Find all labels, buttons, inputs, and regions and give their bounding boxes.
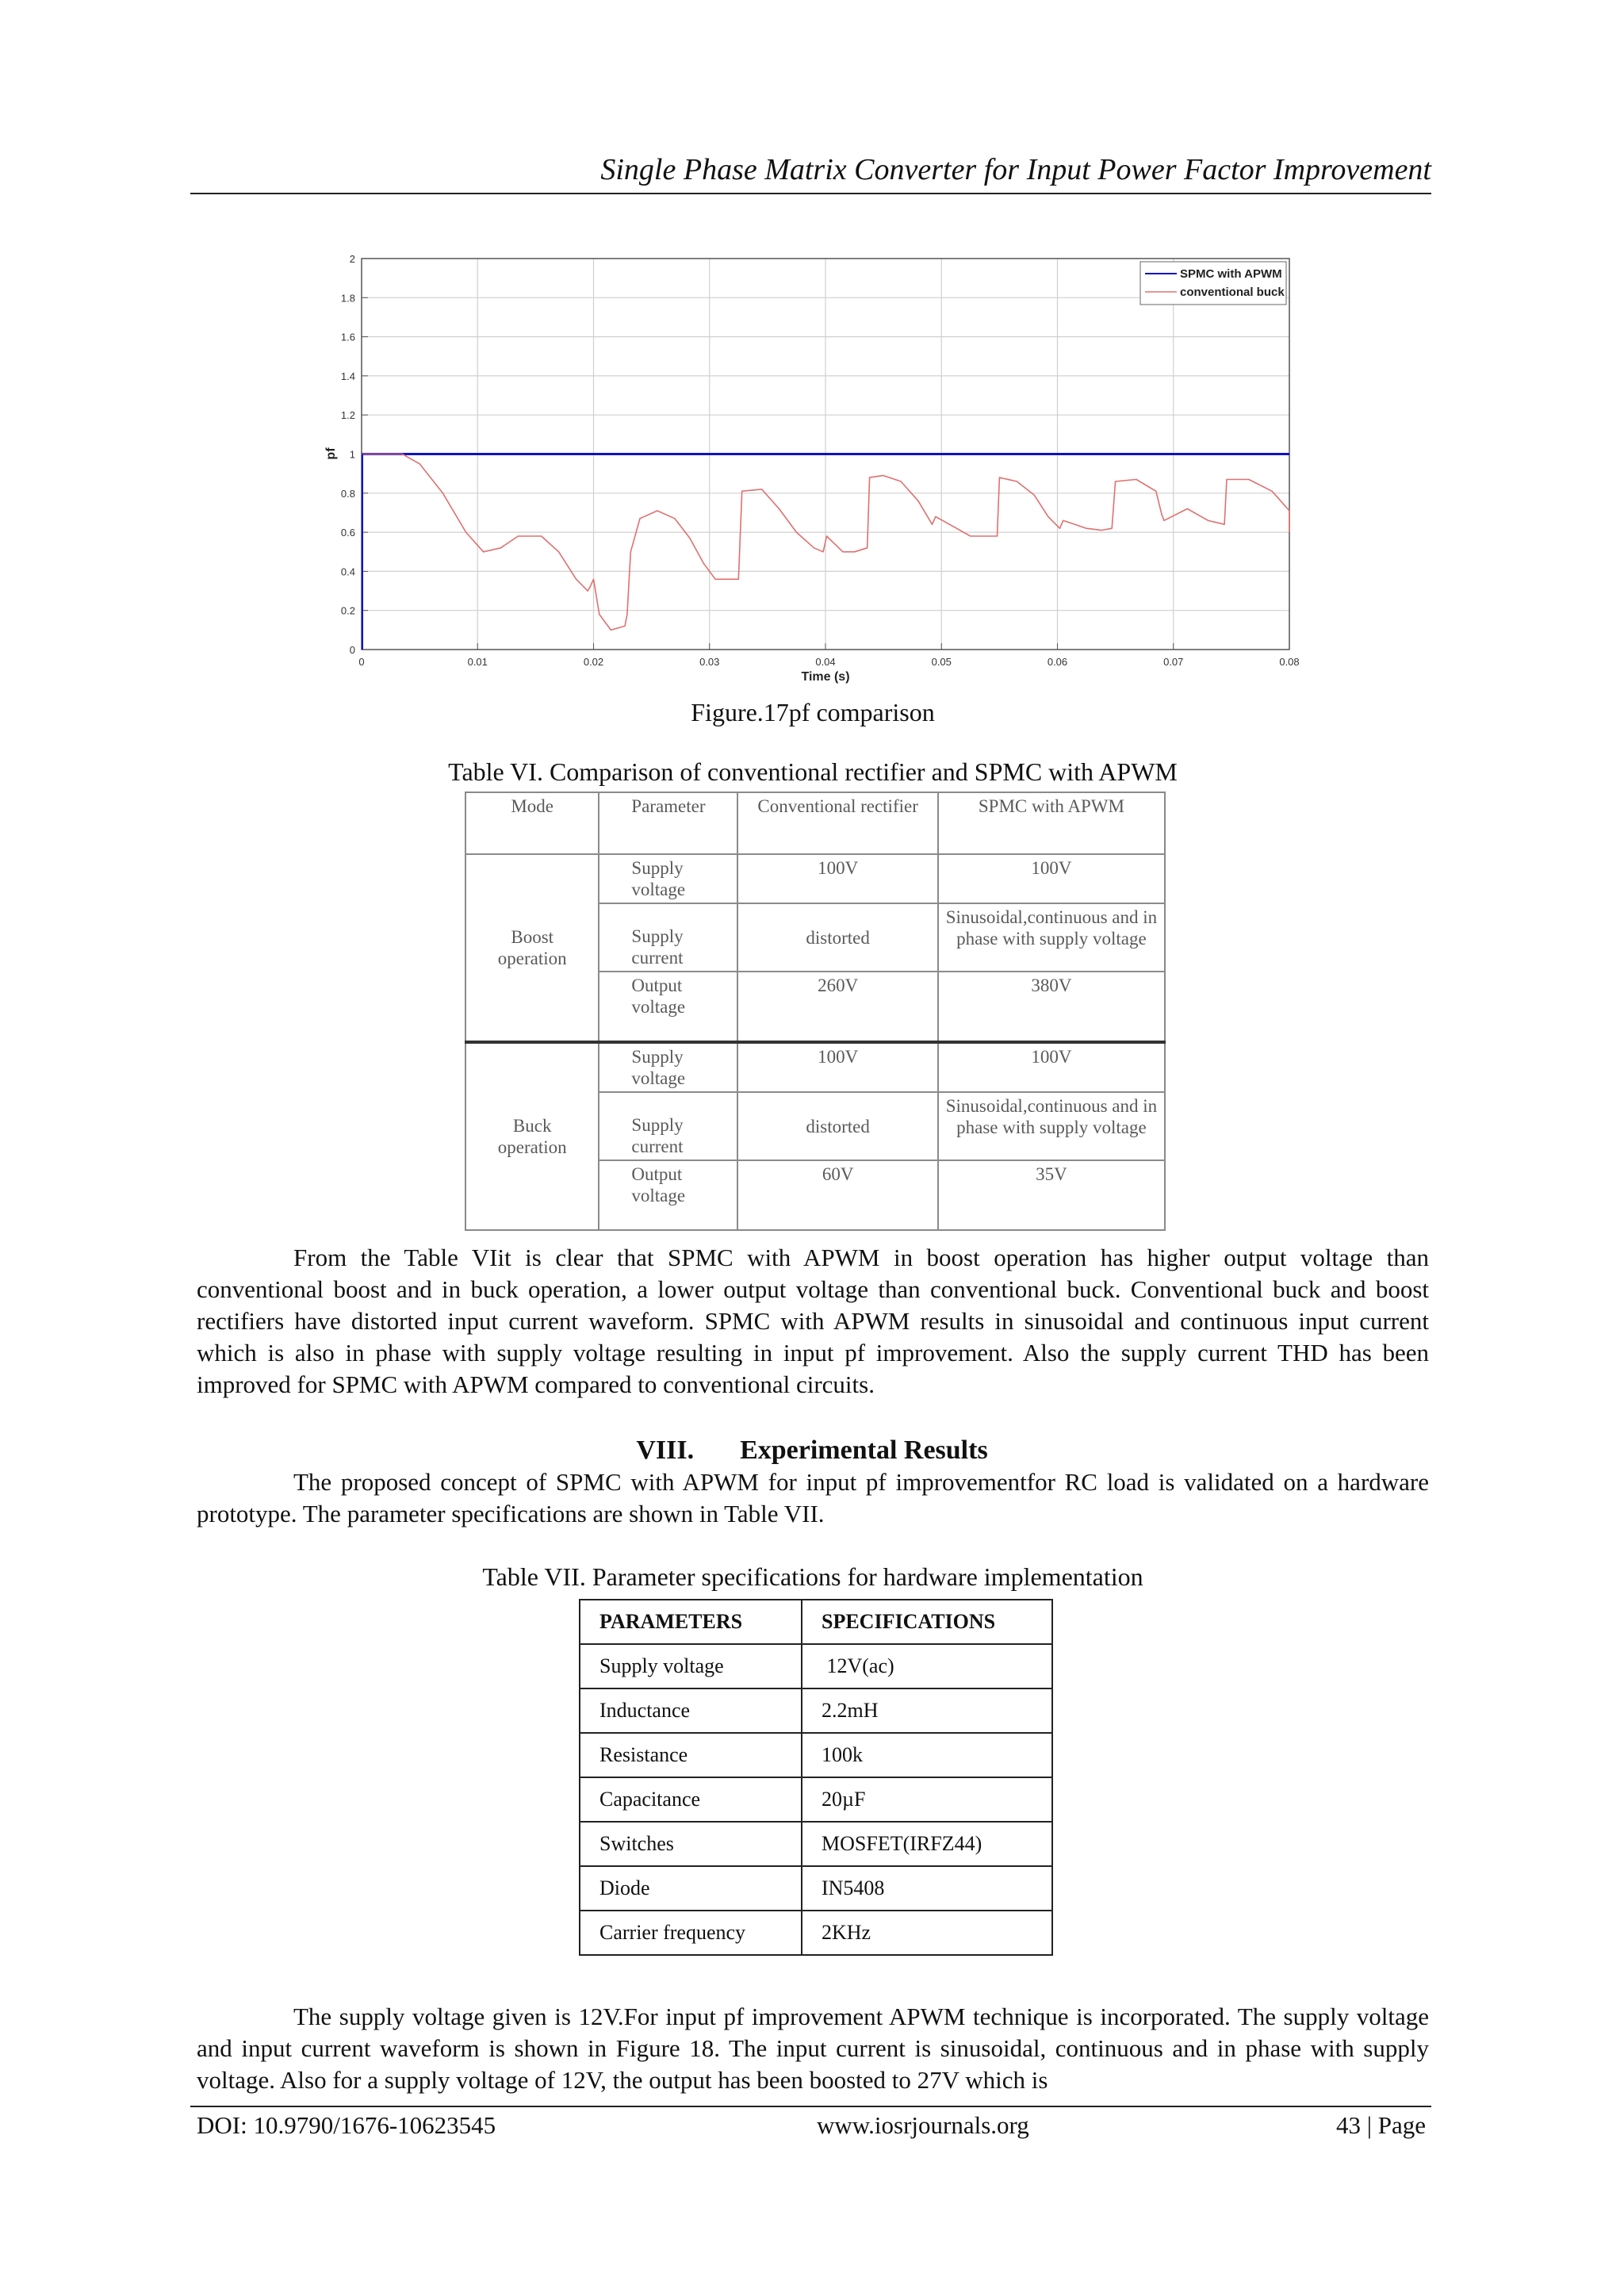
table-header-row bbox=[465, 792, 1165, 854]
paragraph-text: The proposed concept of SPMC with APWM for input pf improvementfor RC load is validated on a hardware prototype. The parameter specifications are shown in Table VII. bbox=[197, 1468, 1429, 1527]
x-tick-label: 0.01 bbox=[467, 656, 488, 668]
y-tick-label: 0.6 bbox=[340, 527, 355, 539]
conv-cell: distorted bbox=[737, 903, 937, 972]
col-parameter: Parameter bbox=[599, 792, 737, 854]
comparison-table bbox=[465, 792, 1166, 1231]
param-cell: Supply current bbox=[599, 1092, 737, 1160]
legend-label-spmc: SPMC with APWM bbox=[1180, 267, 1282, 281]
col-spmc: SPMC with APWM bbox=[938, 792, 1165, 854]
spmc-cell: 380V bbox=[938, 972, 1165, 1042]
param-value: 20µF bbox=[802, 1777, 1052, 1822]
mode-boost: Boost operation bbox=[465, 854, 599, 1042]
table-row bbox=[580, 1688, 1052, 1733]
spmc-cell: 35V bbox=[938, 1160, 1165, 1230]
spmc-cell: 100V bbox=[938, 854, 1165, 903]
figure-17-caption: Figure.17pf comparison bbox=[691, 698, 935, 726]
y-tick-label: 0.8 bbox=[340, 487, 355, 500]
col-parameters: PARAMETERS bbox=[580, 1600, 802, 1644]
x-tick-label: 0.05 bbox=[931, 656, 952, 668]
x-tick-label: 0.04 bbox=[815, 656, 836, 668]
chart-legend bbox=[1140, 262, 1286, 305]
param-name: Diode bbox=[580, 1866, 802, 1911]
x-tick-label: 0 bbox=[358, 656, 365, 668]
section-heading bbox=[0, 1435, 1624, 1466]
y-tick-label: 0.4 bbox=[340, 565, 355, 578]
param-cell: Supply voltage bbox=[599, 854, 737, 903]
param-value: 2.2mH bbox=[802, 1688, 1052, 1733]
pf-comparison-chart bbox=[317, 246, 1316, 690]
conv-cell: 260V bbox=[737, 972, 937, 1042]
y-tick-label: 1.8 bbox=[340, 292, 355, 305]
y-tick-label: 1.6 bbox=[340, 331, 355, 343]
table-6-caption: Table VI. Comparison of conventional rectifier and SPMC with APWM bbox=[448, 757, 1178, 786]
conv-cell: 100V bbox=[737, 854, 937, 903]
section-number: VIII. bbox=[636, 1435, 695, 1465]
paragraph-text: The supply voltage given is 12V.For input pf improvement APWM technique is incorporated. The supply voltage and input current waveform is shown in Figure 18. The input current is sinusoidal, continuous and in phase with supply voltage. Also for a supply voltage of 12V, the output has been boosted to 27V which is bbox=[197, 2003, 1429, 2094]
table-row bbox=[580, 1866, 1052, 1911]
conv-cell: 60V bbox=[737, 1160, 937, 1230]
conv-cell: distorted bbox=[737, 1092, 937, 1160]
conv-cell: 100V bbox=[737, 1042, 937, 1092]
table-row bbox=[580, 1777, 1052, 1822]
y-tick-label: 1.2 bbox=[340, 409, 355, 422]
y-tick-label: 1.4 bbox=[340, 370, 355, 382]
col-conventional: Conventional rectifier bbox=[737, 792, 937, 854]
x-tick-label: 0.07 bbox=[1163, 656, 1184, 668]
param-cell: Supply voltage bbox=[599, 1042, 737, 1092]
y-axis-label: pf bbox=[324, 447, 338, 460]
footer-rule bbox=[190, 2106, 1431, 2107]
y-tick-label: 0.2 bbox=[340, 604, 355, 617]
paragraph-experimental-intro bbox=[197, 1466, 1429, 1530]
section-title: Experimental Results bbox=[740, 1435, 988, 1465]
table-row bbox=[465, 1042, 1165, 1092]
param-name: Inductance bbox=[580, 1688, 802, 1733]
param-name: Switches bbox=[580, 1822, 802, 1866]
param-name: Supply voltage bbox=[580, 1644, 802, 1688]
paragraph-text: From the Table VIit is clear that SPMC with APWM in boost operation has higher output voltage than conventional boost and in buck operation, a lower output voltage than conventional buck. Conventional buck and boost rectifiers have distorted input current waveform. SPMC with APWM results in sinusoidal and continuous input current which is also in phase with supply voltage resulting in input pf improvement. Also the supply current THD has been improved for SPMC with APWM compared to conventional circuits. bbox=[197, 1244, 1429, 1398]
table-7-caption: Table VII. Parameter specifications for hardware implementation bbox=[482, 1562, 1143, 1591]
running-header: Single Phase Matrix Converter for Input Power Factor Improvement bbox=[600, 153, 1431, 186]
col-mode: Mode bbox=[465, 792, 599, 854]
table-header-row bbox=[580, 1600, 1052, 1644]
footer-doi: DOI: 10.9790/1676-10623545 bbox=[197, 2111, 496, 2139]
param-name: Resistance bbox=[580, 1733, 802, 1777]
spmc-cell: Sinusoidal,continuous and in phase with supply voltage bbox=[938, 903, 1165, 972]
param-name: Capacitance bbox=[580, 1777, 802, 1822]
param-value: MOSFET(IRFZ44) bbox=[802, 1822, 1052, 1866]
specifications-table bbox=[579, 1599, 1053, 1956]
y-tick-label: 2 bbox=[349, 253, 355, 265]
table-row bbox=[580, 1911, 1052, 1955]
param-value: 2KHz bbox=[802, 1911, 1052, 1955]
param-value: IN5408 bbox=[802, 1866, 1052, 1911]
paragraph-table6-discussion bbox=[197, 1242, 1429, 1401]
table-row bbox=[580, 1733, 1052, 1777]
x-tick-label: 0.02 bbox=[583, 656, 604, 668]
footer-website: www.iosrjournals.org bbox=[817, 2111, 1029, 2139]
param-name: Carrier frequency bbox=[580, 1911, 802, 1955]
x-axis-label: Time (s) bbox=[801, 670, 850, 684]
param-value: 100k bbox=[802, 1733, 1052, 1777]
table-row bbox=[465, 854, 1165, 903]
footer-page-number: 43 | Page bbox=[1336, 2111, 1426, 2139]
table-row bbox=[580, 1822, 1052, 1866]
spmc-cell: 100V bbox=[938, 1042, 1165, 1092]
chart-ticks bbox=[341, 253, 1300, 668]
x-tick-label: 0.08 bbox=[1279, 656, 1300, 668]
legend-label-conventional: conventional buck bbox=[1180, 286, 1285, 299]
x-tick-label: 0.03 bbox=[699, 656, 720, 668]
y-tick-label: 0 bbox=[349, 644, 355, 656]
spmc-cell: Sinusoidal,continuous and in phase with supply voltage bbox=[938, 1092, 1165, 1160]
y-tick-label: 1 bbox=[349, 448, 355, 461]
col-specifications: SPECIFICATIONS bbox=[802, 1600, 1052, 1644]
x-tick-label: 0.06 bbox=[1047, 656, 1068, 668]
mode-buck: Buck operation bbox=[465, 1042, 599, 1230]
param-value: 12V(ac) bbox=[802, 1644, 1052, 1688]
table-row bbox=[580, 1644, 1052, 1688]
paragraph-supply-voltage bbox=[197, 2001, 1429, 2096]
param-cell: Output voltage bbox=[599, 972, 737, 1042]
param-cell: Supply current bbox=[599, 903, 737, 972]
param-cell: Output voltage bbox=[599, 1160, 737, 1230]
header-rule bbox=[190, 193, 1431, 194]
